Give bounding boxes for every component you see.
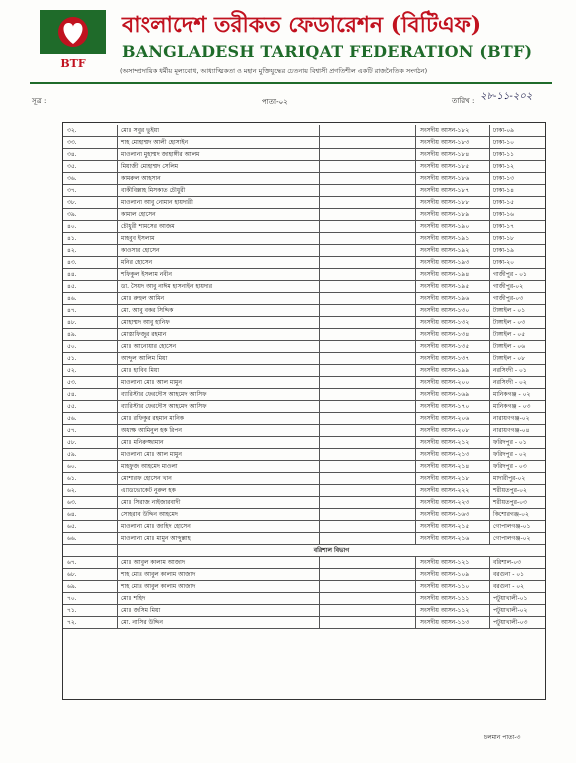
date-value: ২৮-১১-২০২ bbox=[480, 91, 533, 102]
candidate-name: ব্যারিস্টার ফেরদৌস আহমেদ আসিফ bbox=[117, 401, 319, 413]
candidate-name: মাহফুজ আহমেদ মাওলা bbox=[117, 461, 319, 473]
constituency-area: নারায়ণগঞ্জ-০৪ bbox=[489, 425, 545, 437]
serial-cell bbox=[63, 545, 117, 557]
org-title-bengali: বাংলাদেশ তরীকত ফেডারেশন (বিটিএফ) bbox=[122, 12, 482, 38]
serial-number: ৪০. bbox=[63, 221, 117, 233]
table-row bbox=[63, 389, 545, 401]
constituency-area: টাঙ্গাইল - ০৫ bbox=[489, 329, 545, 341]
candidate-name: শফিকুল ইসলাম নবীন bbox=[117, 269, 319, 281]
constituency-seat: সংসদীয় আসন-১৯৯ bbox=[415, 365, 489, 377]
candidate-name: অধ্যক্ষ আমিনুল হক রিপন bbox=[117, 425, 319, 437]
table-row bbox=[63, 437, 545, 449]
candidate-name: মাওলানা মোঃ জাহিদ হোসেন bbox=[117, 521, 319, 533]
candidate-name: কামরুল আহসান bbox=[117, 173, 319, 185]
division-name: বরিশাল বিভাগ bbox=[117, 545, 545, 557]
blank-cell bbox=[319, 377, 415, 389]
constituency-seat: সংসদীয় আসন-২১৮ bbox=[415, 473, 489, 485]
blank-cell bbox=[319, 509, 415, 521]
table-row bbox=[63, 425, 545, 437]
candidate-name: শাহ মোহাম্মদ আলী হোসাইন bbox=[117, 137, 319, 149]
org-title-english: BANGLADESH TARIQAT FEDERATION (BTF) bbox=[122, 42, 533, 61]
blank-cell bbox=[319, 149, 415, 161]
table-row bbox=[63, 353, 545, 365]
candidate-name: ব্যারিস্টার ফেরদৌস আহমেদ আসিফ bbox=[117, 389, 319, 401]
svg-text:BTF: BTF bbox=[60, 57, 86, 70]
table-row bbox=[63, 533, 545, 545]
serial-number: ৩৬. bbox=[63, 173, 117, 185]
serial-number: ৩৩. bbox=[63, 137, 117, 149]
blank-cell bbox=[319, 257, 415, 269]
serial-number: ৬৩. bbox=[63, 497, 117, 509]
serial-number: ৬৭. bbox=[63, 557, 117, 569]
constituency-seat: সংসদীয় আসন-১৩২ bbox=[415, 317, 489, 329]
serial-number: ৭১. bbox=[63, 605, 117, 617]
constituency-seat: সংসদীয় আসন-১৯০ bbox=[415, 221, 489, 233]
table-row bbox=[63, 449, 545, 461]
constituency-area: মাদারীপুর-০২ bbox=[489, 473, 545, 485]
serial-number: ৪১. bbox=[63, 233, 117, 245]
candidate-name: মোঃ রুহুল আমিন bbox=[117, 293, 319, 305]
blank-cell bbox=[319, 401, 415, 413]
serial-number: ৬২. bbox=[63, 485, 117, 497]
candidate-name: মোহাম্মদ আবু হানিফ bbox=[117, 317, 319, 329]
reference-label: সূত্র : bbox=[32, 97, 47, 105]
table-row bbox=[63, 557, 545, 569]
constituency-seat: সংসদীয় আসন-১৮৫ bbox=[415, 161, 489, 173]
constituency-seat: সংসদীয় আসন-১৩৭ bbox=[415, 353, 489, 365]
constituency-area: পটুয়াখালী-০৩ bbox=[489, 617, 545, 629]
serial-number: ৬৯. bbox=[63, 581, 117, 593]
constituency-seat: সংসদীয় আসন-১০৯ bbox=[415, 569, 489, 581]
serial-number: ৬১. bbox=[63, 473, 117, 485]
table-row bbox=[63, 257, 545, 269]
serial-number: ৫৮. bbox=[63, 437, 117, 449]
blank-cell bbox=[319, 137, 415, 149]
constituency-seat: সংসদীয় আসন-১৬৯ bbox=[415, 389, 489, 401]
table-row bbox=[63, 329, 545, 341]
serial-number: ৭২. bbox=[63, 617, 117, 629]
candidate-name: শাহ মোঃ আবুল কালাম আজাদ bbox=[117, 569, 319, 581]
constituency-seat: সংসদীয় আসন-১৯১ bbox=[415, 233, 489, 245]
serial-number: ৬৪. bbox=[63, 509, 117, 521]
table-row bbox=[63, 125, 545, 137]
serial-number: ৪২. bbox=[63, 245, 117, 257]
blank-cell bbox=[319, 317, 415, 329]
serial-number: ৪৩. bbox=[63, 257, 117, 269]
constituency-seat: সংসদীয় আসন-১৯২ bbox=[415, 245, 489, 257]
constituency-seat: সংসদীয় আসন-২১৪ bbox=[415, 461, 489, 473]
blank-cell bbox=[319, 305, 415, 317]
constituency-area: বরগুনা - ০১ bbox=[489, 569, 545, 581]
candidate-name: মোস্তাফিজুর রহমান bbox=[117, 329, 319, 341]
candidate-name: বাকীবিল্লাহ মিসকাত চৌধুরী bbox=[117, 185, 319, 197]
table-row bbox=[63, 161, 545, 173]
candidate-name: মাওলানা মুহাম্মদ জাহাঙ্গীর আলম bbox=[117, 149, 319, 161]
blank-cell bbox=[319, 221, 415, 233]
blank-cell bbox=[319, 413, 415, 425]
candidate-name: মোঃ শহিদ bbox=[117, 593, 319, 605]
constituency-seat: সংসদীয় আসন-১৩৪ bbox=[415, 329, 489, 341]
serial-number: ৪৪. bbox=[63, 269, 117, 281]
constituency-area: ফরিদপুর - ০১ bbox=[489, 437, 545, 449]
constituency-seat: সংসদীয় আসন-১১১ bbox=[415, 593, 489, 605]
table-row bbox=[63, 461, 545, 473]
constituency-seat: সংসদীয় আসন-২০৮ bbox=[415, 425, 489, 437]
constituency-area: টাঙ্গাইল - ০৮ bbox=[489, 353, 545, 365]
blank-cell bbox=[319, 125, 415, 137]
constituency-seat: সংসদীয় আসন-১৯৪ bbox=[415, 269, 489, 281]
candidate-name: শাহ মোঃ আবুল কালাম আজাদ bbox=[117, 581, 319, 593]
serial-number: ৩৫. bbox=[63, 161, 117, 173]
constituency-area: নারায়ণগঞ্জ-০২ bbox=[489, 413, 545, 425]
constituency-area: মানিকগঞ্জ - ০৩ bbox=[489, 401, 545, 413]
serial-number: ৩৪. bbox=[63, 149, 117, 161]
blank-cell bbox=[319, 605, 415, 617]
serial-number: ৪৮. bbox=[63, 317, 117, 329]
table-row bbox=[63, 137, 545, 149]
constituency-area: পটুয়াখালী-০১ bbox=[489, 593, 545, 605]
constituency-seat: সংসদীয় আসন-২০৬ bbox=[415, 413, 489, 425]
constituency-seat: সংসদীয় আসন-১১০ bbox=[415, 581, 489, 593]
serial-number: ৫৯. bbox=[63, 449, 117, 461]
blank-cell bbox=[319, 245, 415, 257]
constituency-area: গোপালগঞ্জ-০১ bbox=[489, 521, 545, 533]
constituency-area: বরগুনা - ০২ bbox=[489, 581, 545, 593]
constituency-area: ঢাকা-১৯ bbox=[489, 245, 545, 257]
constituency-area: ঢাকা-১৮ bbox=[489, 233, 545, 245]
table-row bbox=[63, 173, 545, 185]
blank-cell bbox=[319, 569, 415, 581]
blank-cell bbox=[319, 365, 415, 377]
constituency-seat: সংসদীয় আসন-২২৩ bbox=[415, 497, 489, 509]
constituency-seat: সংসদীয় আসন-১৮৩ bbox=[415, 137, 489, 149]
table-row bbox=[63, 377, 545, 389]
constituency-area: গোপালগঞ্জ-০২ bbox=[489, 533, 545, 545]
constituency-area: ঢাকা-১৭ bbox=[489, 221, 545, 233]
candidate-name: মোঃ সিরাজ নাইজারবাদী bbox=[117, 497, 319, 509]
blank-cell bbox=[319, 497, 415, 509]
table-row bbox=[63, 185, 545, 197]
table-row bbox=[63, 413, 545, 425]
candidate-name: মো. নাসির উদ্দিন bbox=[117, 617, 319, 629]
constituency-seat: সংসদীয় আসন-১৯৬ bbox=[415, 293, 489, 305]
serial-number: ৬৮. bbox=[63, 569, 117, 581]
constituency-area: ঢাকা-১১ bbox=[489, 149, 545, 161]
constituency-seat: সংসদীয় আসন-১৩০ bbox=[415, 305, 489, 317]
constituency-area: ঢাকা-১৬ bbox=[489, 209, 545, 221]
candidate-name: মনির হোসেন bbox=[117, 257, 319, 269]
constituency-area: শরীয়তপুর-০২ bbox=[489, 485, 545, 497]
table-row bbox=[63, 221, 545, 233]
table-row bbox=[63, 569, 545, 581]
constituency-area: ঢাকা-১৩ bbox=[489, 173, 545, 185]
blank-cell bbox=[319, 281, 415, 293]
constituency-seat: সংসদীয় আসন-১১২ bbox=[415, 605, 489, 617]
constituency-area: টাঙ্গাইল - ০৬ bbox=[489, 341, 545, 353]
blank-cell bbox=[319, 533, 415, 545]
page-label: পাতা-০২ bbox=[262, 98, 288, 106]
constituency-seat: সংসদীয় আসন-২১৫ bbox=[415, 521, 489, 533]
constituency-seat: সংসদীয় আসন-১৮৮ bbox=[415, 197, 489, 209]
serial-number: ৪৭. bbox=[63, 305, 117, 317]
constituency-area: ঢাকা-১২ bbox=[489, 161, 545, 173]
serial-number: ৬৬. bbox=[63, 533, 117, 545]
constituency-seat: সংসদীয় আসন-১১৩ bbox=[415, 617, 489, 629]
candidate-name: মোঃ আবুল কালাম আজাদ bbox=[117, 557, 319, 569]
blank-cell bbox=[319, 521, 415, 533]
blank-cell bbox=[319, 341, 415, 353]
org-tagline: (অসাম্প্রদায়িক ধর্মীয় মূল্যবোধ, আধ্যাত্মিকতা ও মহান মুক্তিযুদ্ধের চেতনায় বিশ্বাসী প্রগতিশীল একটি রাজনৈতিক সংগঠন) bbox=[120, 67, 428, 75]
table-row bbox=[63, 485, 545, 497]
table-row bbox=[63, 497, 545, 509]
constituency-area: ঢাকা-০৯ bbox=[489, 125, 545, 137]
serial-number: ৩৭. bbox=[63, 185, 117, 197]
serial-number: ৫৫. bbox=[63, 401, 117, 413]
table-row bbox=[63, 617, 545, 629]
candidate-name: মোঃ হাবিব মিয়া bbox=[117, 365, 319, 377]
serial-number: ৪৯. bbox=[63, 329, 117, 341]
table-row bbox=[63, 305, 545, 317]
blank-cell bbox=[319, 485, 415, 497]
blank-cell bbox=[319, 581, 415, 593]
blank-cell bbox=[319, 557, 415, 569]
candidate-name: মোঃ আনোয়ার হোসেন bbox=[117, 341, 319, 353]
constituency-seat: সংসদীয় আসন-১৩৫ bbox=[415, 341, 489, 353]
table-row bbox=[63, 149, 545, 161]
btf-logo bbox=[40, 10, 106, 70]
constituency-area: ঢাকা-২০ bbox=[489, 257, 545, 269]
constituency-seat: সংসদীয় আসন-১৯৩ bbox=[415, 257, 489, 269]
constituency-area: পটুয়াখালী-০২ bbox=[489, 605, 545, 617]
constituency-area: টাঙ্গাইল - ০৩ bbox=[489, 317, 545, 329]
candidate-table bbox=[62, 122, 546, 700]
constituency-seat: সংসদীয় আসন-২১৩ bbox=[415, 449, 489, 461]
division-header-row bbox=[63, 545, 545, 557]
candidate-name: মোঃ সবুর ভুইয়া bbox=[117, 125, 319, 137]
serial-number: ৩৮. bbox=[63, 197, 117, 209]
serial-number: ৬০. bbox=[63, 461, 117, 473]
table-row bbox=[63, 521, 545, 533]
candidate-name: মিয়াজী মোহাম্মদ সেলিম bbox=[117, 161, 319, 173]
header-divider bbox=[30, 82, 552, 84]
constituency-area: ঢাকা-১০ bbox=[489, 137, 545, 149]
candidate-name: মোঃ জসিম মিয়া bbox=[117, 605, 319, 617]
candidate-name: কামাল হোসেন bbox=[117, 209, 319, 221]
blank-cell bbox=[319, 449, 415, 461]
candidate-name: মাওলানা মোঃ আল মামুন bbox=[117, 449, 319, 461]
blank-cell bbox=[319, 197, 415, 209]
candidate-name: মাওলানা আবু নোমান হায়দারী bbox=[117, 197, 319, 209]
serial-number: ৫২. bbox=[63, 365, 117, 377]
constituency-area: মানিকগঞ্জ - ০২ bbox=[489, 389, 545, 401]
candidate-name: কাওসার হোসেন bbox=[117, 245, 319, 257]
blank-cell bbox=[319, 329, 415, 341]
candidate-name: মো. আবু বকর সিদ্দিক bbox=[117, 305, 319, 317]
constituency-area: গাজীপুর-০৩ bbox=[489, 293, 545, 305]
constituency-seat: সংসদীয় আসন-২২২ bbox=[415, 485, 489, 497]
table-row bbox=[63, 281, 545, 293]
constituency-area: নরসিংদী - ০২ bbox=[489, 377, 545, 389]
constituency-seat: সংসদীয় আসন-২১২ bbox=[415, 437, 489, 449]
constituency-area: ঢাকা-১৪ bbox=[489, 185, 545, 197]
serial-number: ৫৪. bbox=[63, 389, 117, 401]
constituency-area: শরীয়তপুর-০৩ bbox=[489, 497, 545, 509]
constituency-seat: সংসদীয় আসন-১৮৭ bbox=[415, 185, 489, 197]
constituency-area: কিশোরগঞ্জ-০২ bbox=[489, 509, 545, 521]
blank-cell bbox=[319, 617, 415, 629]
serial-number: ৪৫. bbox=[63, 281, 117, 293]
blank-cell bbox=[319, 173, 415, 185]
constituency-area: বরিশাল-০৩ bbox=[489, 557, 545, 569]
serial-number: ৫১. bbox=[63, 353, 117, 365]
candidate-name: মাওলানা মোঃ আল মামুন bbox=[117, 377, 319, 389]
table-row bbox=[63, 605, 545, 617]
constituency-seat: সংসদীয় আসন-১৬৩ bbox=[415, 509, 489, 521]
serial-number: ৪৬. bbox=[63, 293, 117, 305]
constituency-area: গাজীপুর - ০১ bbox=[489, 269, 545, 281]
candidate-name: আব্দুল আলিম মিয়া bbox=[117, 353, 319, 365]
blank-cell bbox=[319, 269, 415, 281]
serial-number: ৬৫. bbox=[63, 521, 117, 533]
blank-cell bbox=[319, 185, 415, 197]
constituency-seat: সংসদীয় আসন-২১৬ bbox=[415, 533, 489, 545]
serial-number: ৫৬. bbox=[63, 413, 117, 425]
blank-cell bbox=[319, 293, 415, 305]
constituency-seat: সংসদীয় আসন-১৮৪ bbox=[415, 149, 489, 161]
date-label: তারিখ : bbox=[452, 97, 475, 105]
blank-cell bbox=[319, 425, 415, 437]
table-row bbox=[63, 593, 545, 605]
candidate-name: মোঃ রফিকুর রহমান মানিক bbox=[117, 413, 319, 425]
constituency-area: গাজীপুর-০২ bbox=[489, 281, 545, 293]
blank-cell bbox=[319, 593, 415, 605]
blank-cell bbox=[319, 353, 415, 365]
constituency-area: নরসিংদী - ০১ bbox=[489, 365, 545, 377]
table-row bbox=[63, 509, 545, 521]
table-row bbox=[63, 317, 545, 329]
candidate-name: ডা. সৈয়দ আবু নাঈম হাসনাইন হায়দার bbox=[117, 281, 319, 293]
blank-cell bbox=[319, 161, 415, 173]
constituency-seat: সংসদীয় আসন-১৮৯ bbox=[415, 209, 489, 221]
blank-cell bbox=[319, 389, 415, 401]
candidate-name: মাওলানা মোঃ মামুন আব্দুল্লাহ bbox=[117, 533, 319, 545]
candidate-name: সোহরাব উদ্দিন আহমেদ bbox=[117, 509, 319, 521]
serial-number: ৫০. bbox=[63, 341, 117, 353]
constituency-seat: সংসদীয় আসন-১৭০ bbox=[415, 401, 489, 413]
candidate-name: মাহবুব ইসলাম bbox=[117, 233, 319, 245]
table-row bbox=[63, 293, 545, 305]
table-row bbox=[63, 245, 545, 257]
constituency-seat: সংসদীয় আসন-১২১ bbox=[415, 557, 489, 569]
table-row bbox=[63, 209, 545, 221]
continued-note: চলমান পাতা-৩ bbox=[484, 734, 521, 741]
table-row bbox=[63, 401, 545, 413]
blank-cell bbox=[319, 437, 415, 449]
table-row bbox=[63, 581, 545, 593]
table-row bbox=[63, 365, 545, 377]
table-row bbox=[63, 269, 545, 281]
constituency-area: ফরিদপুর - ০৩ bbox=[489, 461, 545, 473]
blank-cell bbox=[319, 233, 415, 245]
serial-number: ৩২. bbox=[63, 125, 117, 137]
table-row bbox=[63, 233, 545, 245]
candidate-name: চৌধুরী শামসের আজম bbox=[117, 221, 319, 233]
candidate-name: মোঃ মনিরুজ্জামান bbox=[117, 437, 319, 449]
candidate-name: এ্যাডভোকেট নুরুল হক bbox=[117, 485, 319, 497]
candidate-name: মোশারফ হোসেন খান bbox=[117, 473, 319, 485]
constituency-seat: সংসদীয় আসন-১৮৬ bbox=[415, 173, 489, 185]
blank-cell bbox=[319, 461, 415, 473]
constituency-seat: সংসদীয় আসন-১৮২ bbox=[415, 125, 489, 137]
blank-cell bbox=[319, 209, 415, 221]
table-row bbox=[63, 341, 545, 353]
constituency-seat: সংসদীয় আসন-১৯৫ bbox=[415, 281, 489, 293]
constituency-area: টাঙ্গাইল - ০১ bbox=[489, 305, 545, 317]
serial-number: ৩৯. bbox=[63, 209, 117, 221]
serial-number: ৫৭. bbox=[63, 425, 117, 437]
blank-cell bbox=[319, 473, 415, 485]
constituency-seat: সংসদীয় আসন-২০০ bbox=[415, 377, 489, 389]
table-row bbox=[63, 197, 545, 209]
constituency-area: ঢাকা-১৫ bbox=[489, 197, 545, 209]
serial-number: ৫৩. bbox=[63, 377, 117, 389]
table-row bbox=[63, 473, 545, 485]
constituency-area: ফরিদপুর - ০২ bbox=[489, 449, 545, 461]
serial-number: ৭০. bbox=[63, 593, 117, 605]
